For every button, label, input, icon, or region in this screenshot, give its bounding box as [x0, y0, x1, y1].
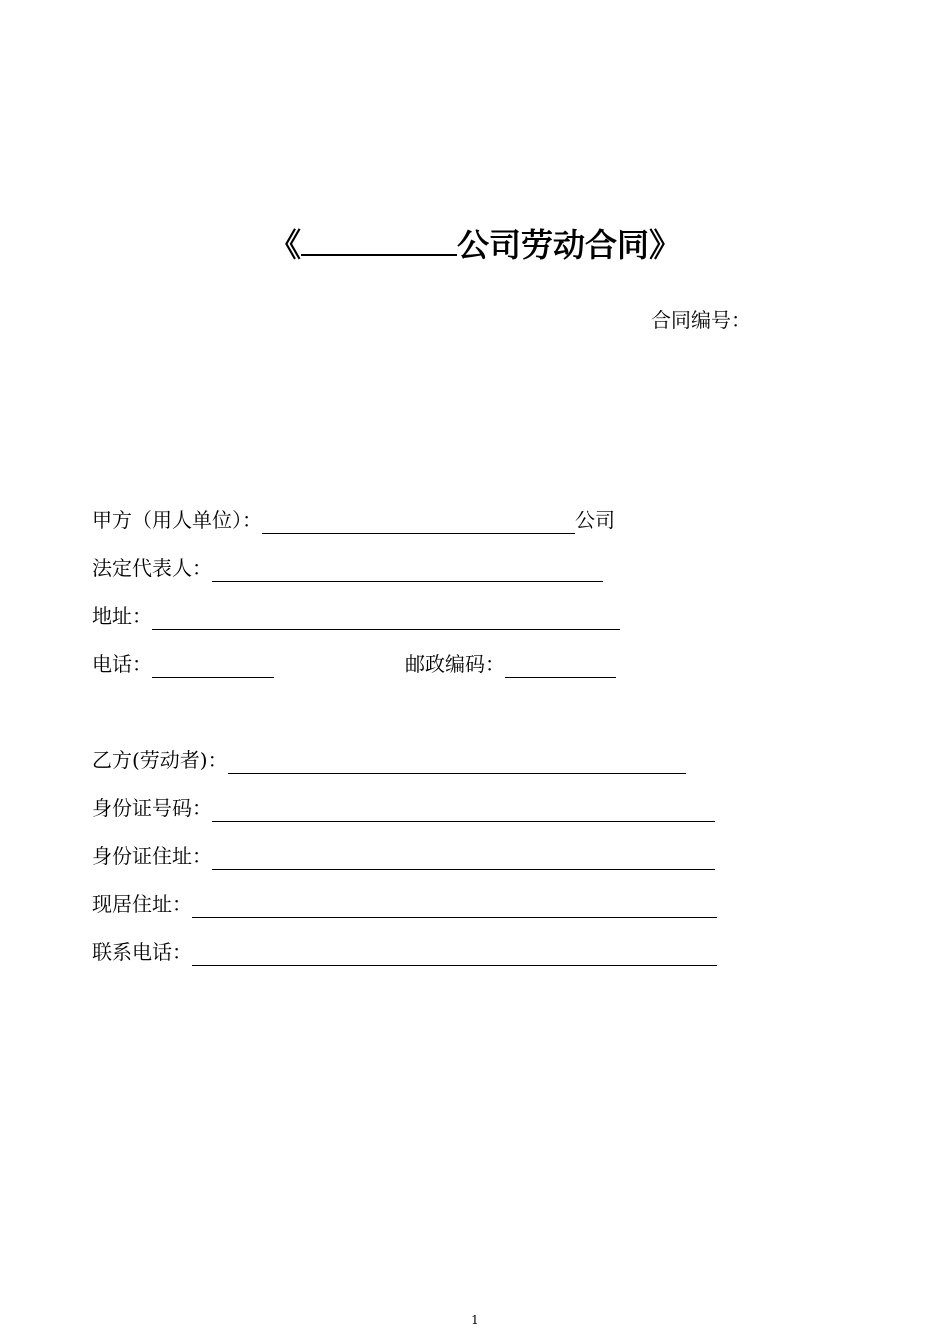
party-a-unit-suffix: 公司: [575, 508, 615, 532]
id-address-label: 身份证住址：: [92, 844, 212, 868]
title-open-bracket: 《: [268, 226, 301, 264]
postcode-field[interactable]: [505, 655, 616, 678]
current-address-row: [92, 890, 717, 918]
party-b-name-field[interactable]: [228, 751, 686, 774]
current-address-field[interactable]: [192, 895, 717, 918]
company-name-blank[interactable]: [301, 224, 457, 256]
id-number-field[interactable]: [212, 799, 715, 822]
party-a-address-field[interactable]: [152, 607, 620, 630]
party-a-address-label: 地址：: [92, 604, 152, 628]
party-a-unit-row: [92, 506, 615, 534]
id-address-row: [92, 842, 715, 870]
contact-phone-label: 联系电话：: [92, 940, 192, 964]
id-number-row: [92, 794, 715, 822]
legal-representative-row: [92, 554, 603, 582]
id-number-label: 身份证号码：: [92, 796, 212, 820]
party-b-name-row: [92, 746, 686, 774]
contact-phone-row: [92, 938, 717, 966]
page-title: [0, 222, 950, 268]
title-main-text: 公司劳动合同》: [457, 226, 682, 264]
legal-representative-label: 法定代表人：: [92, 556, 212, 580]
party-a-unit-field[interactable]: [262, 511, 575, 534]
party-b-name-label: 乙方(劳动者)：: [92, 748, 228, 772]
id-address-field[interactable]: [212, 847, 715, 870]
party-a-unit-label: 甲方（用人单位）：: [92, 508, 262, 532]
party-a-phone-label: 电话：: [92, 652, 152, 676]
postcode-row: [405, 650, 616, 678]
party-a-phone-field[interactable]: [152, 655, 274, 678]
legal-representative-field[interactable]: [212, 559, 603, 582]
party-a-address-row: [92, 602, 620, 630]
party-a-phone-row: [92, 650, 274, 678]
page-number: 1: [471, 1313, 479, 1327]
postcode-label: 邮政编码：: [405, 652, 505, 676]
contract-number-label: 合同编号：: [651, 308, 751, 332]
current-address-label: 现居住址：: [92, 892, 192, 916]
contact-phone-field[interactable]: [192, 943, 717, 966]
